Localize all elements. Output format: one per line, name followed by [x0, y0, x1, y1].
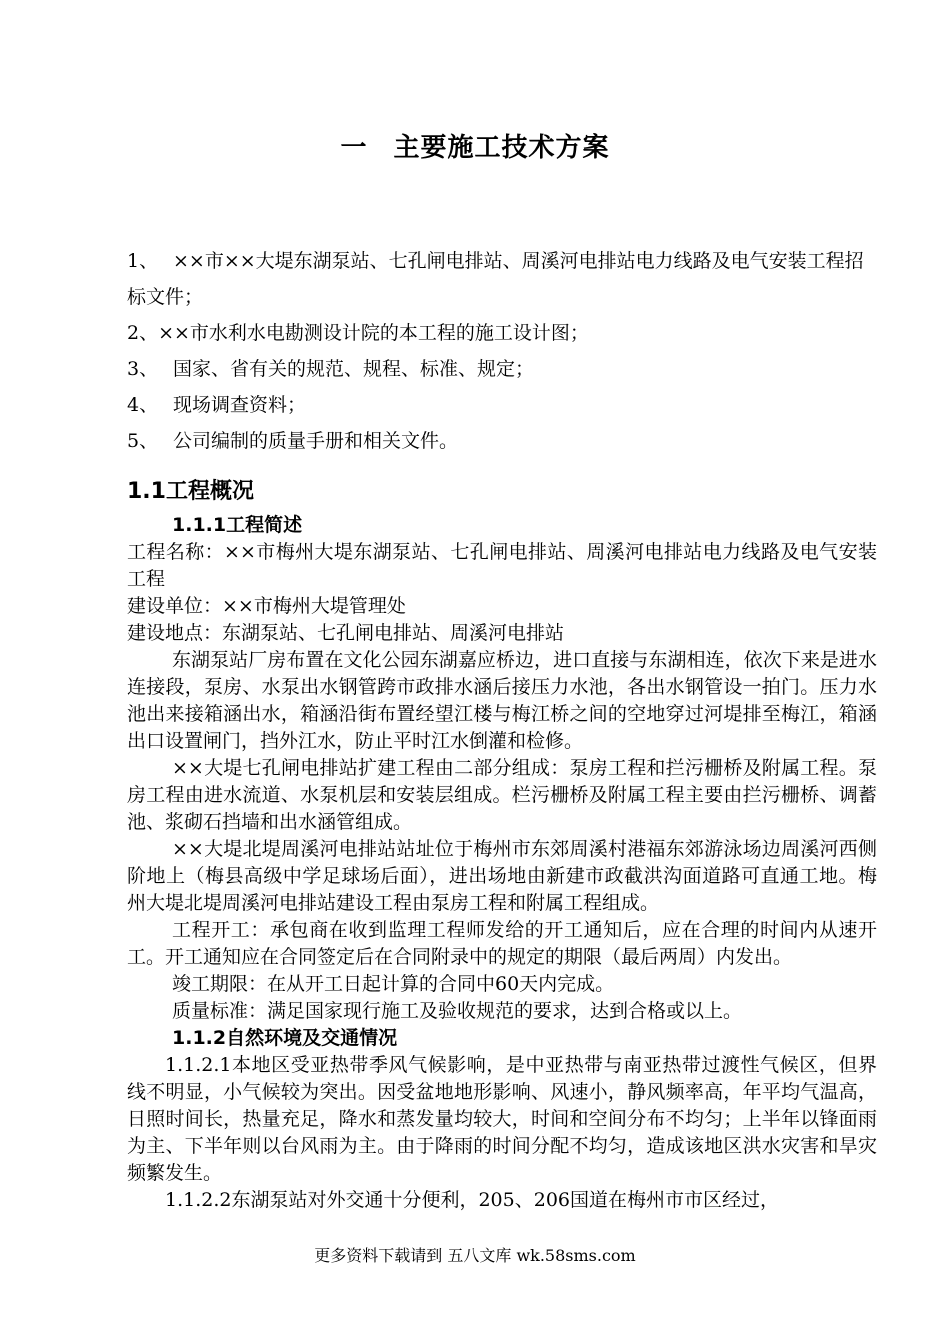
- reference-item: [127, 243, 877, 315]
- reference-item: [127, 351, 877, 387]
- reference-item: [127, 423, 877, 459]
- client-line: 建设单位：××市梅州大堤管理处: [127, 595, 406, 617]
- reference-number: 3、: [127, 358, 159, 380]
- reference-number: 4、: [127, 394, 159, 416]
- paragraph-zhouxi: ××大堤北堤周溪河电排站站址位于梅州市东郊周溪村港福东郊游泳场边周溪河西侧阶地上（梅县高级中学足球场后面），进出场地由新建市政截洪沟面道路可直通工地。梅州大堤北堤周溪河电排站建设工程由泵房工程和附属工程组成。: [127, 838, 877, 914]
- reference-text: 公司编制的质量手册和相关文件。: [173, 430, 459, 452]
- document-title: [0, 128, 950, 168]
- project-name-line: 工程名称：××市梅州大堤东湖泵站、七孔闸电排站、周溪河电排站电力线路及电气安装工程: [127, 541, 877, 590]
- paragraph-start: 工程开工：承包商在收到监理工程师发给的开工通知后，应在合理的时间内从速开工。开工通知应在合同签定后在合同附录中的规定的期限（最后两周）内发出。: [127, 919, 877, 968]
- paragraph-qikong: ××大堤七孔闸电排站扩建工程由二部分组成：泵房工程和拦污栅桥及附属工程。泵房工程由进水流道、水泵机层和安装层组成。栏污栅桥及附属工程主要由拦污栅桥、调蓄池、浆砌石挡墙和出水涵管组成。: [127, 757, 877, 833]
- title-text: 主要施工技术方案: [393, 133, 610, 163]
- paragraph-quality: 质量标准：满足国家现行施工及验收规范的要求，达到合格或以上。: [172, 1000, 743, 1022]
- reference-text: 国家、省有关的规范、规程、标准、规定；: [173, 358, 535, 380]
- title-number: 一: [340, 133, 368, 163]
- footer-note: 更多资料下载请到 五八文库 wk.58sms.com: [314, 1246, 636, 1265]
- paragraph-climate: 1.1.2.1本地区受亚热带季风气候影响，是中亚热带与南亚热带过渡性气候区，但界线不明显，小气候较为突出。因受盆地地形影响、风速小，静风频率高，年平均气温高，日照时间长，热量充足，降水和蒸发量均较大，时间和空间分布不均匀；上半年以锋面雨为主、下半年则以台风雨为主。由于降雨的时间分配不均匀，造成该地区洪水灾害和旱灾频繁发生。: [127, 1054, 877, 1184]
- reference-text: ××市××大堤东湖泵站、七孔闸电排站、周溪河电排站电力线路及电气安装工程招标文件；: [127, 250, 864, 308]
- subsection-heading-1-1-2: 1.1.2自然环境及交通情况: [172, 1027, 398, 1049]
- paragraph-traffic: 1.1.2.2东湖泵站对外交通十分便利，205、206国道在梅州市市区经过，: [165, 1189, 780, 1211]
- reference-text: ××市水利水电勘测设计院的本工程的施工设计图；: [158, 322, 589, 344]
- section-heading-1-1: 1.1工程概况: [127, 479, 254, 504]
- reference-list: [127, 243, 877, 459]
- reference-number: 5、: [127, 430, 159, 452]
- location-line: 建设地点：东湖泵站、七孔闸电排站、周溪河电排站: [127, 622, 565, 644]
- section-body: [127, 512, 877, 1214]
- reference-item: [127, 387, 877, 423]
- reference-text: 现场调查资料；: [173, 394, 307, 416]
- paragraph-finish: 竣工期限：在从开工日起计算的合同中60天内完成。: [172, 973, 615, 995]
- paragraph-donghu: 东湖泵站厂房布置在文化公园东湖嘉应桥边，进口直接与东湖相连，依次下来是进水连接段，泵房、水泵出水钢管跨市政排水涵后接压力水池，各出水钢管设一拍门。压力水池出来接箱涵出水，箱涵沿街布置经望江楼与梅江桥之间的空地穿过河堤排至梅江，箱涵出口设置闸门，挡外江水，防止平时江水倒灌和检修。: [127, 649, 877, 752]
- reference-item: [127, 315, 877, 351]
- reference-number: 2、: [127, 322, 159, 344]
- subsection-heading-1-1-1: 1.1.1工程简述: [172, 514, 303, 536]
- reference-number: 1、: [127, 250, 159, 272]
